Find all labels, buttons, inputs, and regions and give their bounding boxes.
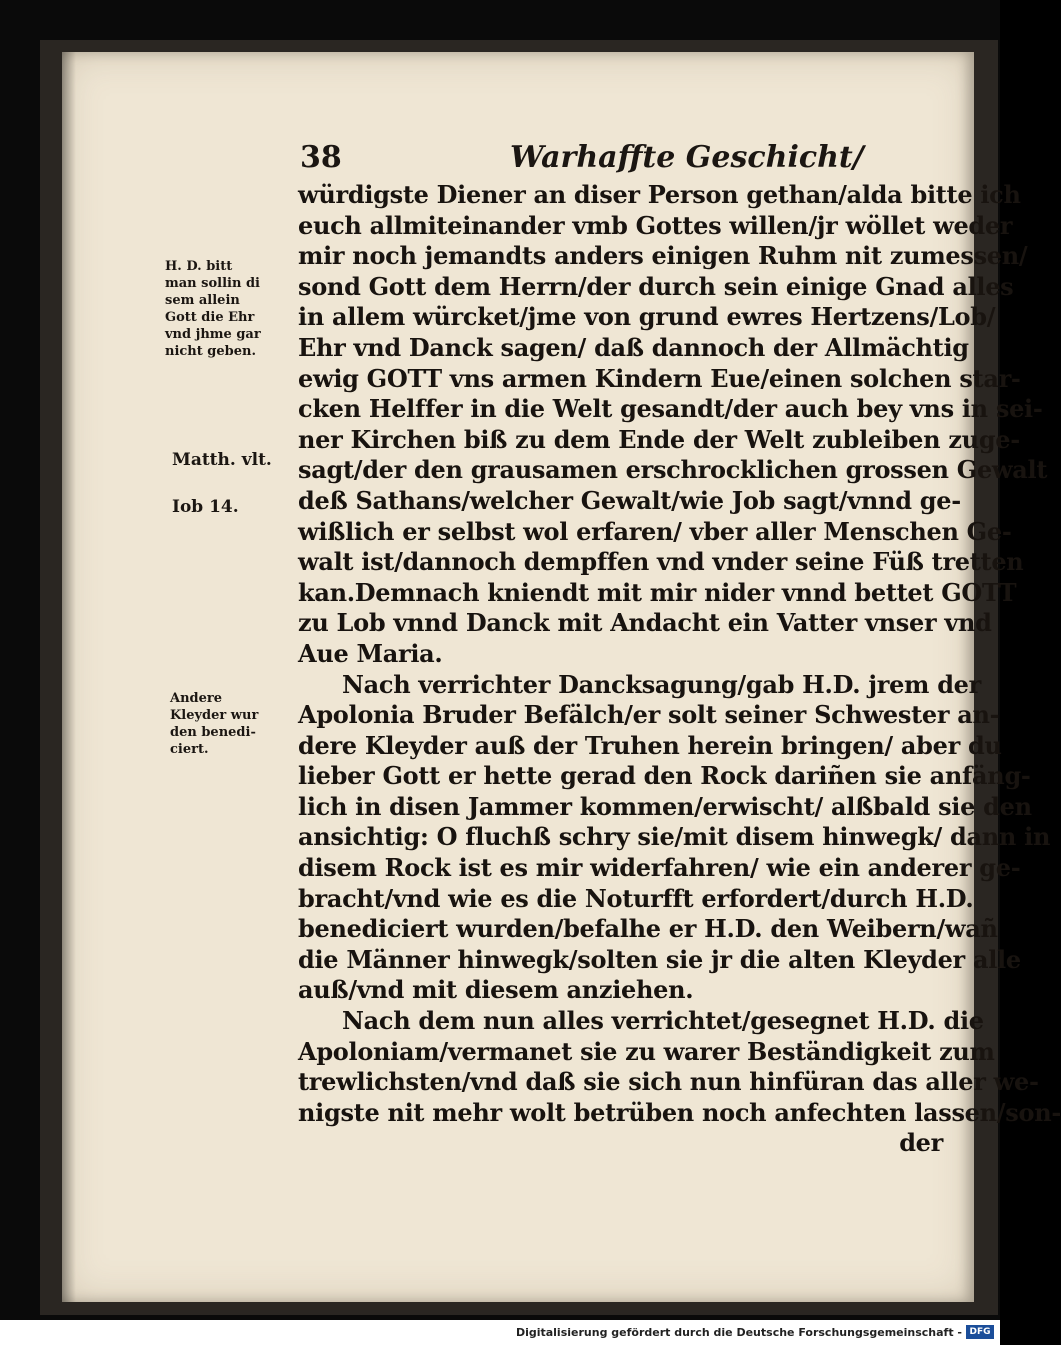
- body-text: [298, 180, 1061, 1159]
- text-line: lich in disen Jammer kommen/erwischt/ alßbald sie den: [298, 791, 1032, 821]
- footer-bar: [0, 1320, 1000, 1345]
- margin-note-line: nicht geben.: [165, 344, 256, 359]
- text-line: benediciert wurden/befalhe er H.D. den Weibern/wañ: [298, 914, 998, 944]
- text-line: nigste nit mehr wolt betrüben noch anfechten lassen/son-: [298, 1097, 1061, 1127]
- text-line: deß Sathans/welcher Gewalt/wie Job sagt/vnnd ge-: [298, 485, 961, 515]
- text-line: Ehr vnd Danck sagen/ daß dannoch der Allmächtig: [298, 332, 969, 362]
- margin-note-line: Andere: [170, 691, 223, 706]
- page-header: [300, 140, 940, 180]
- text-line: Apolonia Bruder Befälch/er solt seiner Schwester an-: [298, 700, 1000, 730]
- margin-note-line: H. D. bitt: [165, 259, 233, 274]
- text-line: die Männer hinwegk/solten sie jr die alten Kleyder alle: [298, 944, 1021, 974]
- text-line: kan.Demnach kniendt mit mir nider vnnd bettet GOTT: [298, 577, 1017, 607]
- catchword: der: [899, 1128, 943, 1158]
- text-line: lieber Gott er hette gerad den Rock dariñen sie anfäng-: [298, 761, 1031, 791]
- text-line: bracht/vnd wie es die Noturfft erfordert/durch H.D.: [298, 883, 974, 913]
- digitization-credit: Digitalisierung gefördert durch die Deutsche Forschungsgemeinschaft -: [515, 1326, 962, 1339]
- text-line: auß/vnd mit diesem anziehen.: [298, 975, 694, 1005]
- text-line: ner Kirchen biß zu dem Ende der Welt zubleiben zuge-: [298, 424, 1020, 454]
- margin-note-line: Kleyder wur: [170, 708, 259, 723]
- dfg-logo: DFG: [966, 1325, 994, 1339]
- text-line: Aue Maria.: [298, 638, 443, 668]
- text-line: sond Gott dem Herrn/der durch sein einige Gnad alles: [298, 271, 1014, 301]
- text-line: euch allmiteinander vmb Gottes willen/jr wöllet weder: [298, 210, 1013, 240]
- text-line: trewlichsten/vnd daß sie sich nun hinfüran das aller we-: [298, 1067, 1039, 1097]
- running-title: Warhaffte Geschicht/: [510, 140, 864, 175]
- text-line: sagt/der den grausamen erschrocklichen grossen Gewalt: [298, 455, 1048, 485]
- margin-note-line: vnd jhme gar: [165, 327, 261, 342]
- margin-note-line: sem allein: [165, 293, 240, 308]
- text-line: Nach dem nun alles verrichtet/gesegnet H.D. die: [342, 1006, 984, 1036]
- gutter-shadow: [62, 52, 76, 1302]
- text-line: wißlich er selbst wol erfaren/ vber aller Menschen Ge-: [298, 516, 1012, 546]
- text-line: zu Lob vnnd Danck mit Andacht ein Vatter vnser vnd: [298, 608, 992, 638]
- margin-note-clothes: [170, 690, 300, 758]
- text-line: ansichtig: O fluchß schry sie/mit disem hinwegk/ dann in: [298, 822, 1051, 852]
- text-line: würdigste Diener an diser Person gethan/alda bitte ich: [298, 180, 1021, 209]
- margin-ref-job: Iob 14.: [172, 497, 239, 517]
- margin-note-praise: [165, 258, 295, 360]
- text-line: Apoloniam/vermanet sie zu warer Beständigkeit zum: [298, 1036, 995, 1066]
- text-line: dere Kleyder auß der Truhen herein bringen/ aber du: [298, 730, 1002, 760]
- text-line: disem Rock ist es mir widerfahren/ wie ein anderer ge-: [298, 853, 1021, 883]
- margin-ref-matthew: Matth. vlt.: [172, 450, 272, 470]
- text-line: Nach verrichter Dancksagung/gab H.D. jrem der: [342, 669, 982, 699]
- margin-note-line: man sollin di: [165, 276, 260, 291]
- text-line: walt ist/dannoch dempffen vnd vnder seine Füß tretten: [298, 547, 1024, 577]
- margin-note-line: den benedi-: [170, 725, 256, 740]
- text-line: in allem würcket/jme von grund ewres Hertzens/Lob/: [298, 302, 996, 332]
- margin-note-line: ciert.: [170, 742, 209, 757]
- text-line: cken Helffer in die Welt gesandt/der auch bey vns in sei-: [298, 394, 1043, 424]
- text-line: ewig GOTT vns armen Kindern Eue/einen solchen star-: [298, 363, 1021, 393]
- page-number: 38: [300, 140, 342, 175]
- margin-note-line: Gott die Ehr: [165, 310, 255, 325]
- text-line: mir noch jemandts anders einigen Ruhm nit zumessen/: [298, 241, 1028, 271]
